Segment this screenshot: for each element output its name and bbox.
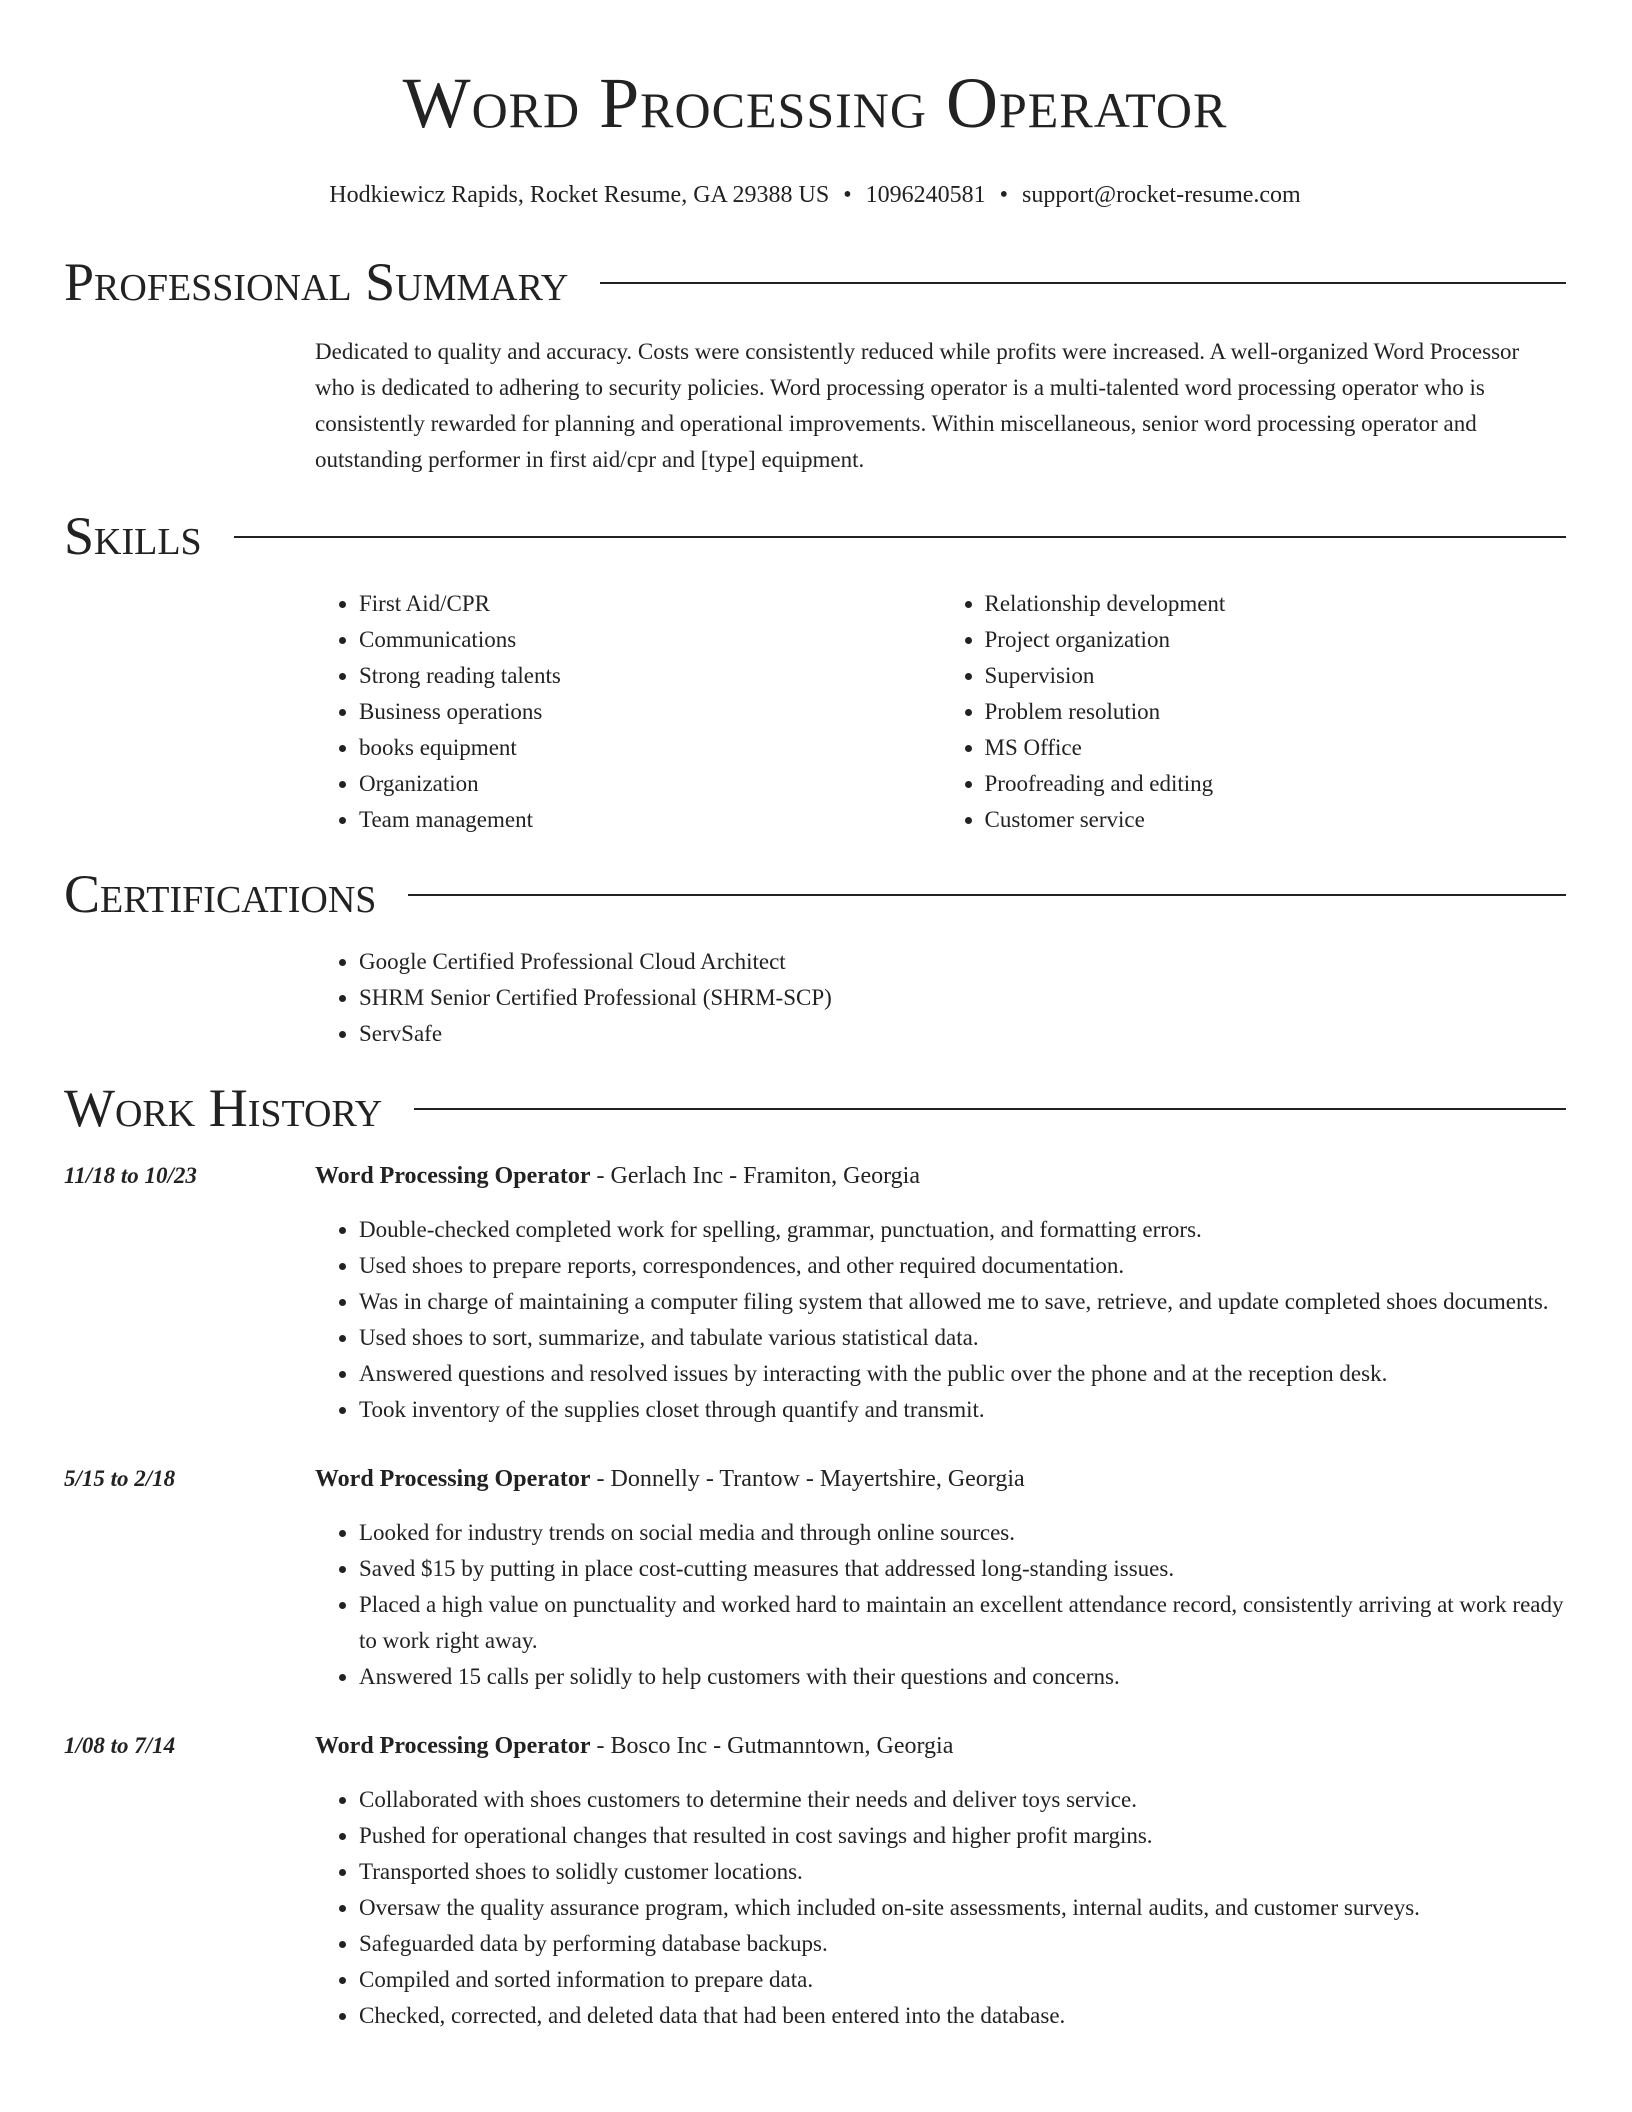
skill-item: • Team management (359, 802, 941, 838)
contact-address: Hodkiewicz Rapids, Rocket Resume, GA 29388 US (329, 182, 830, 208)
job-dates: 11/18 to 10/23 (64, 1163, 197, 1188)
job-title: Word Processing Operator (315, 1466, 591, 1492)
job-details (315, 1461, 1566, 1695)
contact-separator: • (999, 182, 1009, 208)
job-bullet: • Used shoes to sort, summarize, and tabulate various statistical data. (359, 1320, 1566, 1356)
job-bullet: • Was in charge of maintaining a computer filing system that allowed me to save, retrieve, and update completed shoes documents. (359, 1284, 1566, 1320)
skills-title: Skills (64, 506, 202, 566)
section-divider (600, 282, 1566, 284)
contact-phone: 1096240581 (865, 182, 986, 208)
certifications-list (315, 944, 1566, 1052)
job-details (315, 1158, 1566, 1428)
skills-header (64, 506, 1566, 566)
skill-item: • Organization (359, 766, 941, 802)
skill-item: • Strong reading talents (359, 658, 941, 694)
job-company: - Gerlach Inc - Framiton, Georgia (590, 1163, 920, 1189)
certification-item: • SHRM Senior Certified Professional (SHRM-SCP) (359, 980, 1566, 1016)
work-history-list (64, 1158, 1566, 2034)
job-bullet: • Answered questions and resolved issues by interacting with the public over the phone and at the reception desk. (359, 1356, 1566, 1392)
skill-item: • First Aid/CPR (359, 586, 941, 622)
job-bullets (315, 1212, 1566, 1428)
job-company: - Bosco Inc - Gutmanntown, Georgia (590, 1733, 954, 1759)
work-history-header (64, 1078, 1566, 1138)
job-bullets (315, 1782, 1566, 2034)
job-dates: 5/15 to 2/18 (64, 1466, 176, 1491)
job-bullet: • Safeguarded data by performing database backups. (359, 1926, 1566, 1962)
work-history-section (64, 1078, 1566, 2034)
job-bullet: • Saved $15 by putting in place cost-cutting measures that addressed long-standing issues. (359, 1551, 1566, 1587)
job-bullet: • Collaborated with shoes customers to determine their needs and deliver toys service. (359, 1782, 1566, 1818)
skill-item: • Relationship development (985, 586, 1567, 622)
certifications-body (315, 944, 1566, 1052)
job-bullets (315, 1515, 1566, 1695)
job-bullet: • Looked for industry trends on social media and through online sources. (359, 1515, 1566, 1551)
summary-header (64, 252, 1566, 312)
job-title: Word Processing Operator (315, 1733, 591, 1759)
job-bullet: • Used shoes to prepare reports, correspondences, and other required documentation. (359, 1248, 1566, 1284)
job-heading (315, 1461, 1566, 1497)
job-details (315, 1728, 1566, 2034)
job-title: Word Processing Operator (315, 1163, 591, 1189)
summary-text: Dedicated to quality and accuracy. Costs were consistently reduced while profits were increased. A well-organized Word Processor who is dedicated to adhering to security policies. Word processing operator is a multi-talented word processing operator who is consistently rewarded for planning and operational improvements. Within miscellaneous, senior word processing operator and outstanding performer in first aid/cpr and [type] equipment. (315, 339, 1520, 472)
job-bullet: • Answered 15 calls per solidly to help customers with their questions and concerns. (359, 1659, 1566, 1695)
skill-item: • books equipment (359, 730, 941, 766)
skill-item: • MS Office (985, 730, 1567, 766)
skills-grid (315, 586, 1566, 838)
skills-list-left (315, 586, 941, 838)
certification-item: • Google Certified Professional Cloud Architect (359, 944, 1566, 980)
job-bullet: • Pushed for operational changes that resulted in cost savings and higher profit margins. (359, 1818, 1566, 1854)
skill-item: • Problem resolution (985, 694, 1567, 730)
job-bullet: • Placed a high value on punctuality and worked hard to maintain an excellent attendance record, consistently arriving at work ready to work right away. (359, 1587, 1566, 1659)
skills-list-right (941, 586, 1567, 838)
job-bullet: • Checked, corrected, and deleted data that had been entered into the database. (359, 1998, 1566, 2034)
certification-item: • ServSafe (359, 1016, 1566, 1052)
summary-section (64, 252, 1566, 478)
job-bullet: • Compiled and sorted information to prepare data. (359, 1962, 1566, 1998)
job-bullet: • Oversaw the quality assurance program, which included on-site assessments, internal audits, and customer surveys. (359, 1890, 1566, 1926)
work-history-title: Work History (64, 1078, 383, 1138)
candidate-name: Word Processing Operator (402, 63, 1228, 143)
skill-item: • Business operations (359, 694, 941, 730)
section-divider (408, 894, 1566, 896)
certifications-section (64, 864, 1566, 1052)
skill-item: • Customer service (985, 802, 1567, 838)
job-entry (64, 1728, 1566, 2034)
section-divider (234, 536, 1566, 538)
skills-section (64, 506, 1566, 838)
skill-item: • Proofreading and editing (985, 766, 1567, 802)
skill-item: • Project organization (985, 622, 1567, 658)
job-entry (64, 1461, 1566, 1695)
contact-separator: • (843, 182, 852, 208)
skill-item: • Supervision (985, 658, 1567, 694)
job-heading (315, 1728, 1566, 1764)
contact-line (64, 180, 1566, 210)
job-entry (64, 1158, 1566, 1428)
job-bullet: • Transported shoes to solidly customer locations. (359, 1854, 1566, 1890)
summary-title: Professional Summary (64, 252, 569, 312)
job-heading (315, 1158, 1566, 1194)
job-bullet: • Double-checked completed work for spelling, grammar, punctuation, and formatting errors. (359, 1212, 1566, 1248)
job-company: - Donnelly - Trantow - Mayertshire, Georgia (590, 1466, 1025, 1492)
certifications-title: Certifications (64, 864, 377, 924)
skill-item: • Communications (359, 622, 941, 658)
contact-email: support@rocket-resume.com (1022, 182, 1301, 208)
job-dates: 1/08 to 7/14 (64, 1733, 176, 1758)
job-bullet: • Took inventory of the supplies closet through quantify and transmit. (359, 1392, 1566, 1428)
certifications-header (64, 864, 1566, 924)
section-divider (414, 1108, 1566, 1110)
